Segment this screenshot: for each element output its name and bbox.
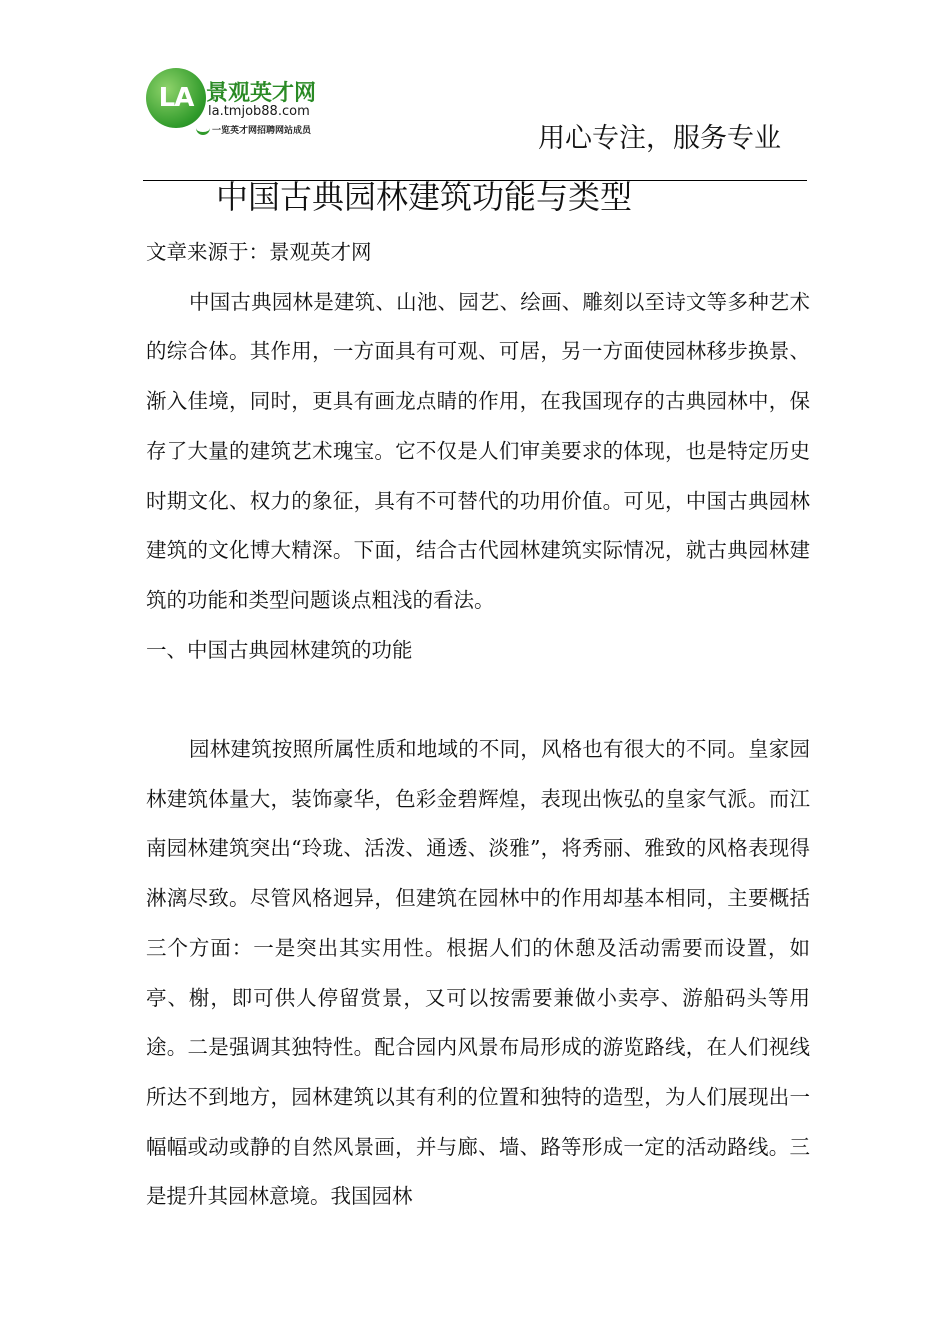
swoosh-icon xyxy=(196,124,210,135)
site-logo[interactable] xyxy=(146,68,386,144)
section-paragraph: 园林建筑按照所属性质和地域的不同，风格也有很大的不同。皇家园林建筑体量大，装饰豪华，色彩金碧辉煌，表现出恢弘的皇家气派。而江南园林建筑突出“玲珑、活泼、通透、淡雅”，将秀丽、雅致的风格表现得淋漓尽致。尽管风格迥异，但建筑在园林中的作用却基本相同，主要概括三个方面：一是突出其实用性。根据人们的休憩及活动需要而设置，如亭、榭，即可供人停留赏景，又可以按需要兼做小卖亭、游船码头等用途。二是强调其独特性。配合园内风景布局形成的游览路线，在人们视线所达不到地方，园林建筑以其有利的位置和独特的造型，为人们展现出一幅幅或动或静的自然风景画，并与廊、墙、路等形成一定的活动路线。三是提升其园林意境。我国园林 xyxy=(146,737,810,1209)
logo-url: la.tmjob88.com xyxy=(208,104,310,119)
header-slogan: 用心专注，服务专业 xyxy=(538,123,781,154)
blank-line xyxy=(146,675,810,725)
page-title: 中国古典园林建筑功能与类型 xyxy=(216,178,633,216)
section-heading: 一、中国古典园林建筑的功能 xyxy=(146,637,413,662)
logo-name: 景观英才网 xyxy=(206,81,317,106)
logo-tagline: 一览英才网招聘网站成员 xyxy=(212,126,312,136)
logo-mark: LA xyxy=(146,68,206,128)
article-source: 文章来源于：景观英才网 xyxy=(146,240,372,264)
article-body xyxy=(146,228,810,1222)
intro-paragraph: 中国古典园林是建筑、山池、园艺、绘画、雕刻以至诗文等多种艺术的综合体。其作用，一方面具有可观、可居，另一方面使园林移步换景、渐入佳境，同时，更具有画龙点睛的作用，在我国现存的古典园林中，保存了大量的建筑艺术瑰宝。它不仅是人们审美要求的体现，也是特定历史时期文化、权力的象征，具有不可替代的功用价值。可见，中国古典园林建筑的文化博大精深。下面，结合古代园林建筑实际情况，就古典园林建筑的功能和类型问题谈点粗浅的看法。 xyxy=(146,289,810,612)
